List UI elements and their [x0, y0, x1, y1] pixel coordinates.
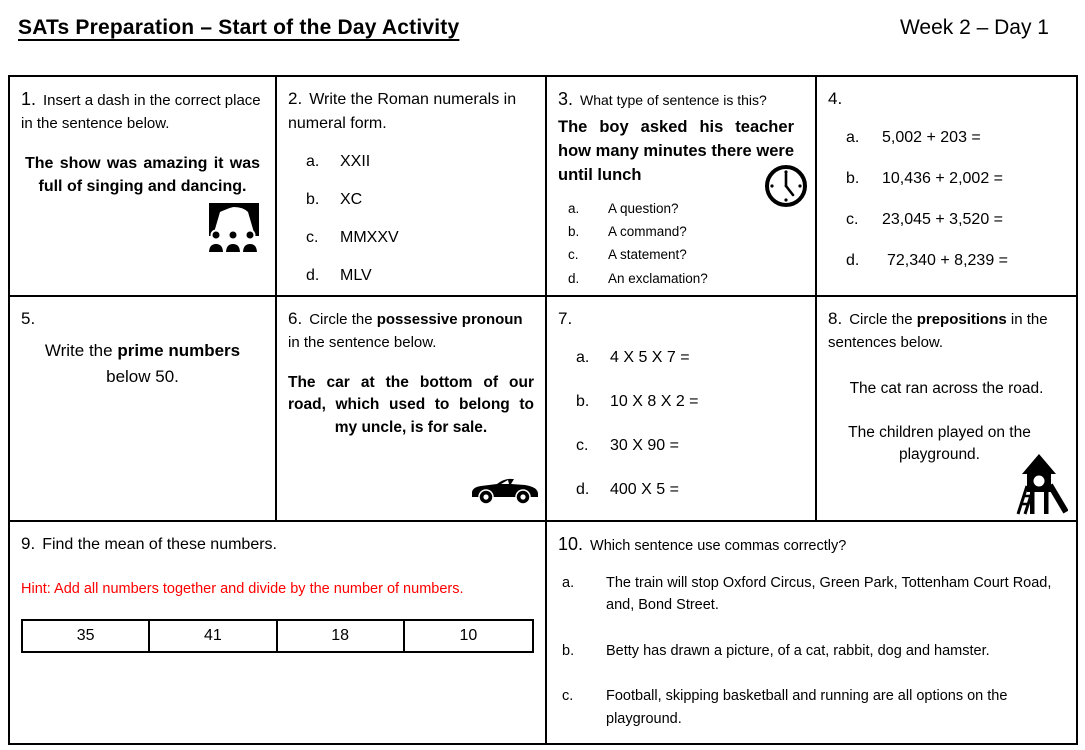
- option-row: d. MLV: [306, 267, 372, 284]
- option-row: c. A statement?: [568, 247, 687, 263]
- option-row: c. MMXXV: [306, 229, 399, 246]
- question-1-sentence: The show was amazing it was full of singing and dancing.: [25, 154, 260, 195]
- option-row: b. XC: [306, 191, 363, 208]
- question-3-sentence: The boy asked his teacher how many minutes there were until lunch: [558, 118, 794, 184]
- option-row: a. The train will stop Oxford Circus, Green Park, Tottenham Court Road, and, Bond Street.: [562, 575, 1052, 614]
- option-row: c. 30 X 90 =: [576, 437, 679, 454]
- question-4-prompt: [828, 86, 1065, 112]
- option-row: a. A question?: [568, 200, 679, 216]
- option-row: d. An exclamation?: [568, 270, 708, 286]
- option-row: b. A command?: [568, 224, 687, 240]
- question-9-prompt: 9. Find the mean of these numbers.: [21, 534, 277, 553]
- question-6-number: 6.: [288, 309, 303, 328]
- option-row: a. 4 X 5 X 7 =: [576, 349, 690, 366]
- question-7-number: 7.: [558, 309, 573, 328]
- question-7-options: [558, 346, 804, 502]
- question-6-prompt: 6. Circle the possessive pronoun in the sentence below.: [288, 309, 523, 351]
- question-5-sentence: Write the prime numbers below 50.: [44, 341, 241, 386]
- option-row: c. Football, skipping basketball and running are all options on the playground.: [562, 688, 1008, 727]
- numbers-table: [21, 619, 534, 653]
- question-1-prompt: 1. Insert a dash in the correct place in the sentence below.: [21, 89, 261, 132]
- option-row: a. XXII: [306, 153, 371, 170]
- question-10-options: [558, 572, 1065, 730]
- question-10-number: 10.: [558, 534, 584, 554]
- question-1-number: 1.: [21, 89, 37, 109]
- option-row: b. Betty has drawn a picture, of a cat, rabbit, dog and hamster.: [562, 642, 990, 659]
- numbers-table-cell: 10: [459, 627, 478, 644]
- question-4-options: [828, 126, 1065, 273]
- option-row: b. 10 X 8 X 2 =: [576, 393, 699, 410]
- theater-stage-audience-icon: [203, 203, 259, 253]
- question-2-options: [288, 150, 534, 288]
- option-row: b. 10,436 + 2,002 =: [846, 170, 1003, 187]
- question-2-prompt: 2. Write the Roman numerals in numeral form.: [288, 89, 517, 132]
- question-5-cell: [10, 297, 277, 522]
- option-row: d. 400 X 5 =: [576, 481, 679, 498]
- question-8-cell: [817, 297, 1076, 522]
- question-2-cell: [277, 77, 547, 297]
- numbers-table-cell: 41: [150, 621, 277, 651]
- playground-slide-icon: [1010, 452, 1068, 516]
- question-5-prompt: [21, 306, 264, 332]
- option-row: c. 23,045 + 3,520 =: [846, 211, 1003, 228]
- question-6-sentence: The car at the bottom of our road, which used to belong to my uncle, is for sale.: [288, 374, 534, 436]
- numbers-table-cell: 35: [23, 621, 150, 651]
- question-8-sentence-1: The cat ran across the road.: [849, 380, 1044, 397]
- question-7-cell: [547, 297, 817, 522]
- question-1-cell: [10, 77, 277, 297]
- question-3-cell: [547, 77, 817, 297]
- question-8-prompt: 8. Circle the prepositions in the sentences below.: [828, 309, 1048, 351]
- question-4-number: 4.: [828, 89, 843, 108]
- question-9-number: 9.: [21, 534, 36, 553]
- question-8-number: 8.: [828, 309, 843, 328]
- question-3-options: [558, 200, 804, 288]
- question-grid: [8, 75, 1078, 745]
- week-day-label: Week 2 – Day 1: [899, 16, 1049, 39]
- clock-icon: [763, 163, 809, 209]
- option-row: d. 72,340 + 8,239 =: [846, 252, 1008, 269]
- convertible-car-icon: [471, 472, 539, 506]
- question-8-sentence-2: The children played on the playground.: [848, 424, 1031, 464]
- question-5-number: 5.: [21, 309, 36, 328]
- question-3-prompt: 3. What type of sentence is this?: [558, 89, 767, 109]
- page-header: [18, 16, 1049, 40]
- question-9-cell: [10, 522, 547, 743]
- question-3-number: 3.: [558, 89, 574, 109]
- question-10-cell: [547, 522, 1076, 743]
- question-2-number: 2.: [288, 89, 303, 108]
- numbers-table-cell: 18: [278, 621, 405, 651]
- question-7-prompt: [558, 306, 804, 332]
- question-6-cell: [277, 297, 547, 522]
- page-title: SATs Preparation – Start of the Day Activity: [18, 16, 460, 39]
- question-10-prompt: 10. Which sentence use commas correctly?: [558, 534, 847, 554]
- question-9-hint: Hint: Add all numbers together and divide by the number of numbers.: [21, 581, 464, 597]
- option-row: a. 5,002 + 203 =: [846, 129, 981, 146]
- question-4-cell: [817, 77, 1076, 297]
